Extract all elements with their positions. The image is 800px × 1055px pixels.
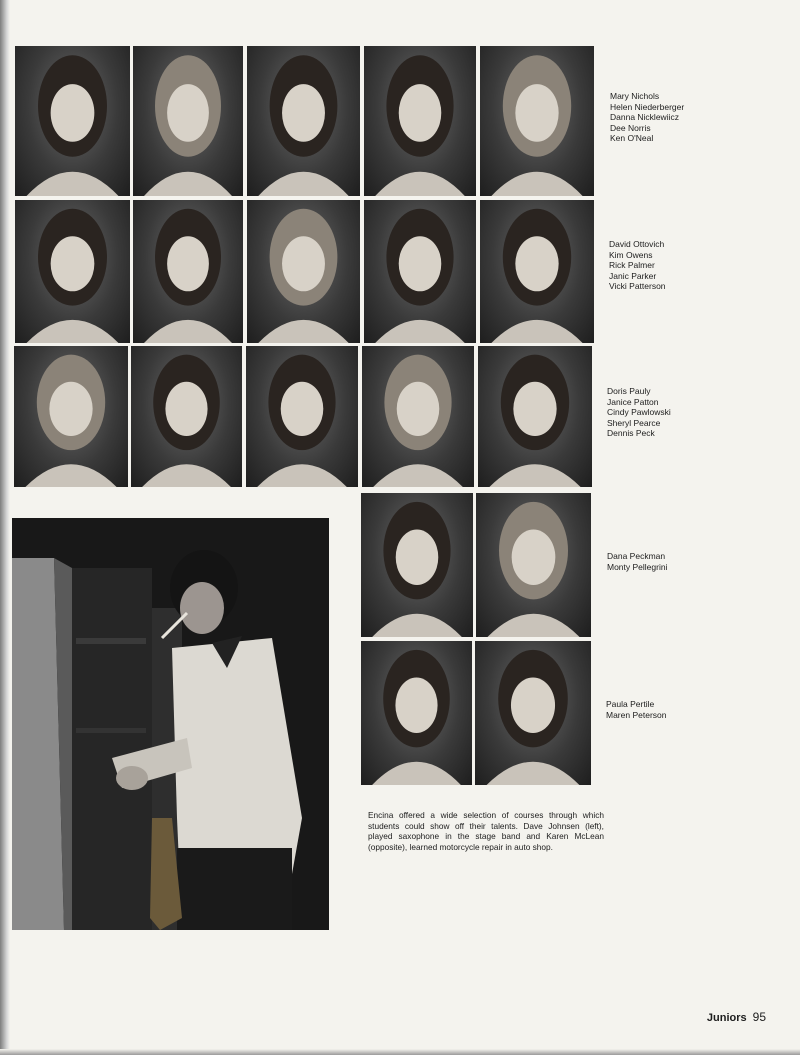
portrait-maren-peterson [475,641,591,785]
page-footer [707,1010,766,1024]
page-bottom-shadow [0,1049,800,1055]
student-name: Dee Norris [610,122,651,133]
student-name: Mary Nichols [610,91,660,101]
portrait-david-ottovich [15,200,130,343]
name-list-row-1 [610,91,684,144]
portrait-rick-palmer [247,200,360,343]
student-name: Helen Niederberger [610,101,685,112]
portrait-cindy-pawlowski [246,346,358,487]
portrait-paula-pertile [361,641,472,785]
page-number: 95 [752,1010,766,1024]
student-name: Maren Peterson [606,709,667,720]
student-name: Janic Parker [609,270,657,281]
candid-photo-saxophone-student [12,518,329,930]
portrait-sheryl-pearce [362,346,474,487]
student-name: David Ottovich [609,239,665,249]
portrait-ken-oneal [480,46,594,196]
portrait-doris-pauly [14,346,128,487]
name-list-row-3 [607,386,671,439]
student-name: Rick Palmer [609,260,655,271]
student-name: Sheryl Pearce [607,417,661,428]
student-name: Monty Pellegrini [607,561,668,572]
portrait-vicki-patterson [480,200,594,343]
name-list-row-4 [607,551,667,572]
portrait-kim-owens [133,200,243,343]
student-name: Doris Pauly [607,386,651,396]
student-name: Cindy Pawlowski [607,407,671,418]
student-name: Janice Patton [607,396,659,407]
photo-caption: Encina offered a wide selection of courses through which students could show off their talents. Dave Johnsen (left), played saxophone in the stage band and Karen McLean (opposite), learned motorcycle repair in auto shop. [368,810,604,852]
student-name: Paula Pertile [606,699,655,709]
student-name: Dana Peckman [607,551,666,561]
name-list-row-5 [606,699,666,720]
portrait-monty-pellegrini [476,493,591,637]
portrait-mary-nichols [15,46,130,196]
student-name: Dennis Peck [607,428,655,439]
portrait-dee-norris [364,46,476,196]
student-name: Danna Nicklewiicz [610,112,679,123]
portrait-janic-parker [364,200,476,343]
portrait-helen-niederberger [133,46,243,196]
portrait-janice-patton [131,346,242,487]
section-label: Juniors [706,1012,747,1024]
student-name: Kim Owens [609,249,653,260]
student-name: Vicki Patterson [609,281,666,292]
page-binding-shadow [0,0,10,1055]
name-list-row-2 [609,239,666,292]
portrait-danna-nicklewiicz [247,46,360,196]
student-name: Ken O'Neal [610,133,654,144]
portrait-dana-peckman [361,493,473,637]
portrait-dennis-peck [478,346,592,487]
